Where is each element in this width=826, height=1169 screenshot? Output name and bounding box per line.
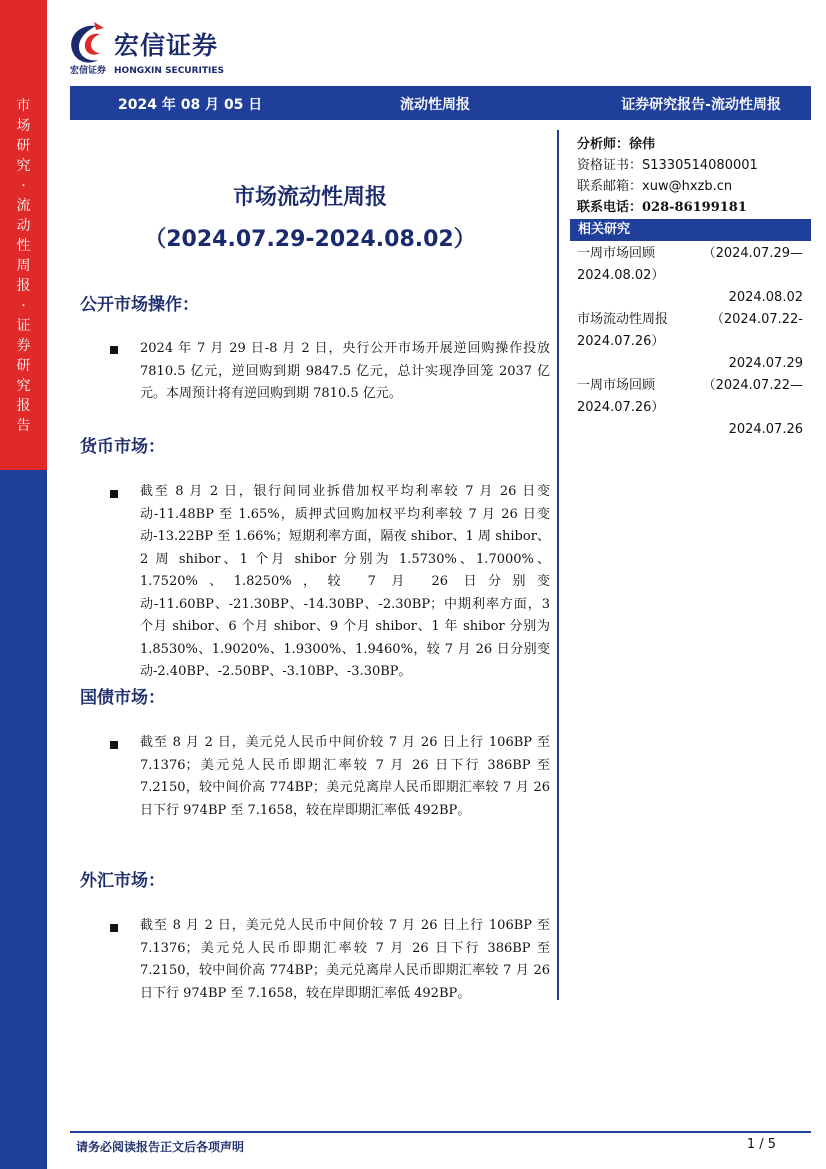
logo-sub-cn: 宏信证券 [70,66,107,76]
related-item[interactable] [577,243,803,309]
related-item-name: 一周市场回顾 [577,246,656,261]
cert-label: 资格证书： [577,158,643,173]
analyst-phone: 联系电话：028-86199181 [577,200,747,215]
related-item-range-start: （2024.07.29— [702,246,803,261]
section-heading-fx-market: 外汇市场： [80,871,165,891]
related-item-date: 2024.08.02 [728,290,803,305]
bullet-icon [110,340,120,350]
logo-subtitle [70,63,224,76]
email-link[interactable]: xuw@hxzb.cn [642,179,733,194]
related-item[interactable] [577,309,803,375]
sidebar-band [0,0,47,1169]
related-item-name: 一周市场回顾 [577,378,656,393]
logo-sub-en: HONGXIN SECURITIES [114,66,225,76]
bullet-icon [110,484,120,494]
analyst-name: 分析师：徐伟 [577,137,656,152]
analyst-email [577,176,803,197]
section-text-bond-market: 截至 8 月 2 日，美元兑人民币中间价较 7 月 26 日上行 106BP 至 7.1376；美元兑人民币即期汇率较 7 月 26 日下行 386BP 至 7.2150，较中间价高 774BP；美元兑离岸人民币即期汇率较 7 月 26 日下行 974BP 至 7.1658，较在岸即期汇率低 492BP。 [140,735,550,818]
related-item-range-start: （2024.07.22— [702,378,803,393]
related-item-date: 2024.07.26 [728,422,803,437]
related-item-range-end: 2024.07.26） [577,334,665,349]
section-heading-open-market: 公开市场操作： [80,295,199,315]
bullet-icon [110,735,120,745]
page-subtitle: （2024.07.29-2024.08.02） [144,227,476,252]
bullet-icon [110,918,120,928]
section-heading-bond-market: 国债市场： [80,688,165,708]
related-item-title [577,243,803,265]
email-label: 联系邮箱： [577,179,643,194]
related-item-range-end: 2024.07.26） [577,400,665,415]
footer-disclaimer: 请务必阅读报告正文后各项声明 [76,1140,245,1154]
logo-chinese-name: 宏信证券 [114,31,219,60]
page-number: 1 / 5 [746,1137,776,1152]
company-logo [66,16,266,76]
column-divider [557,130,559,1000]
cert-number: S1330514080001 [642,158,758,173]
section-heading-money-market: 货币市场： [80,437,165,457]
related-research-heading: 相关研究 [570,219,811,241]
report-category: 流动性周报 [400,97,470,113]
related-item-range-start: （2024.07.22- [710,312,803,327]
analyst-info [577,134,803,218]
analyst-cert [577,155,803,176]
section-text-money-market: 截至 8 月 2 日，银行间同业拆借加权平均利率较 7 月 26 日变动-11.48BP 至 1.65%，质押式回购加权平均利率较 7 月 26 日变动-13.22BP 至 1.66%；短期利率方面，隔夜 shibor、1 周 shibor、2 周 shibor、1 个月 shibor 分别为 1.5730%、1.7000%、1.7520%、1.8250%，较 7 月 26 日分别变动-11.60BP、-21.30BP、-14.30BP、-2.30BP；中期利率方面，3 个月 shibor、6 个月 shibor、9 个月 shibor、1 年 shibor 分别为 1.8530%、1.9020%、1.9300%、1.9460%，较 7 月 26 日分别变动-2.40BP、-2.50BP、-3.10BP、-3.30BP。 [140,484,550,679]
related-item-name: 市场流动性周报 [577,312,669,327]
page-title: 市场流动性周报 [232,185,387,210]
footer-divider [70,1131,811,1133]
related-item-title [577,309,803,331]
section-text-open-market: 2024 年 7 月 29 日-8 月 2 日，央行公开市场开展逆回购操作投放 7810.5 亿元，逆回购到期 9847.5 亿元，总计实现净回笼 2037 亿元。本周预计将有逆回购到期 7810.5 亿元。 [140,341,550,401]
related-item-range-end: 2024.08.02） [577,268,665,283]
report-type: 证券研究报告-流动性周报 [621,97,781,113]
related-item-title [577,375,803,397]
report-date: 2024 年 08 月 05 日 [118,97,263,113]
header-bar [70,86,811,120]
related-item[interactable] [577,375,803,441]
sidebar-label: 市 场 研 究 · 流 动 性 周 报 · 证 券 研 究 报 告 [16,98,31,434]
section-text-fx-market: 截至 8 月 2 日，美元兑人民币中间价较 7 月 26 日上行 106BP 至 7.1376；美元兑人民币即期汇率较 7 月 26 日下行 386BP 至 7.2150，较中间价高 774BP；美元兑离岸人民币即期汇率较 7 月 26 日下行 974BP 至 7.1658，较在岸即期汇率低 492BP。 [140,918,550,1001]
related-item-date: 2024.07.29 [728,356,803,371]
